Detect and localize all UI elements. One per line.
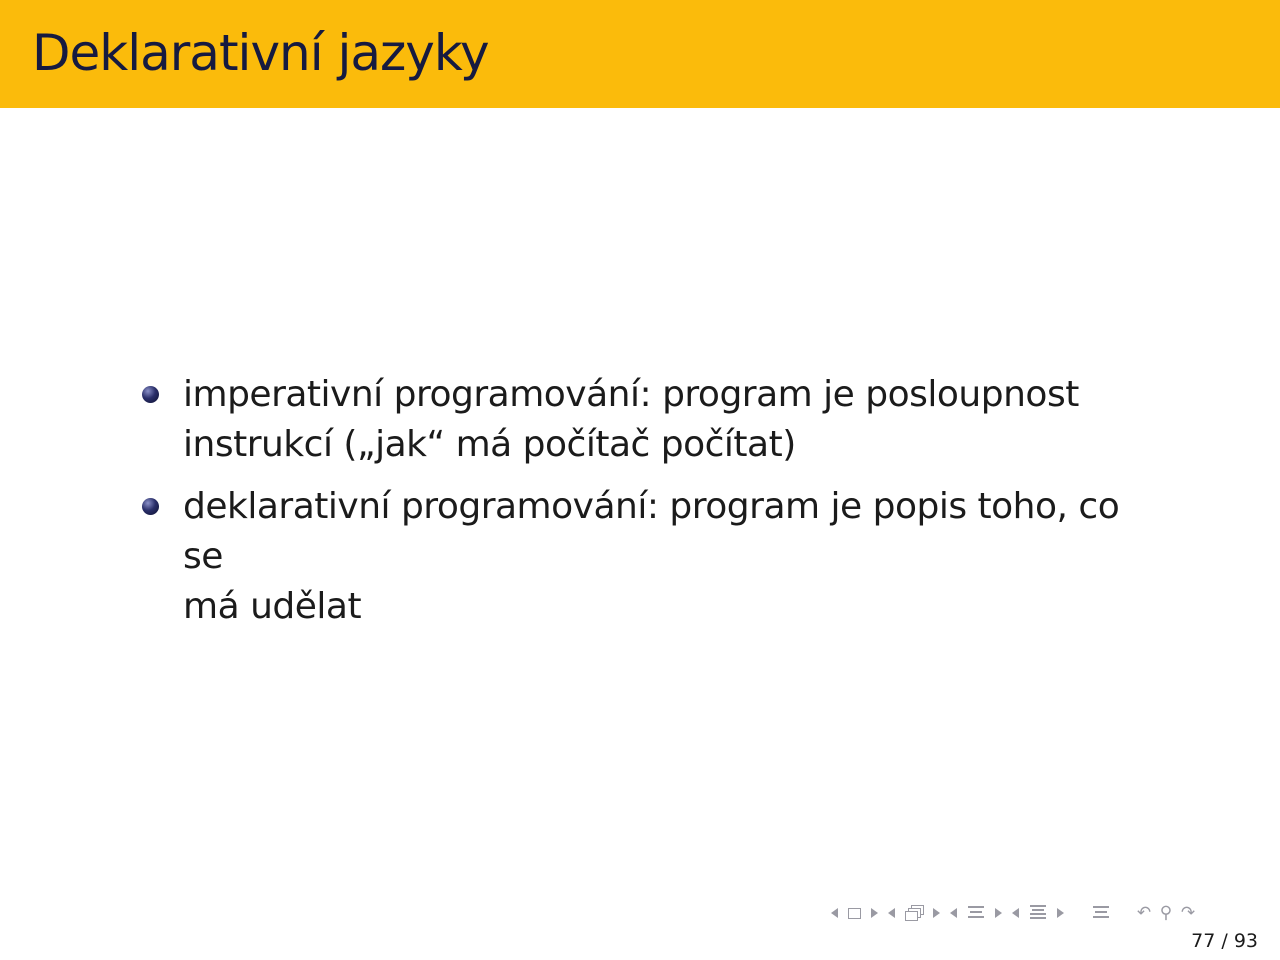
forward-icon[interactable]: ↷ [1180, 903, 1196, 923]
bullet-text-line: instrukcí („jak“ má počítač počítat) [183, 424, 796, 465]
bullet-text-line: má udělat [183, 586, 362, 627]
back-icon[interactable]: ↶ [1136, 903, 1152, 923]
document-icon[interactable] [1091, 903, 1111, 923]
nav-next-slide-icon[interactable] [871, 908, 878, 918]
subsection-icon[interactable] [966, 903, 986, 923]
bullet-icon [142, 498, 159, 515]
bullet-text-line: imperativní programování: program je posloupnost [183, 374, 1079, 415]
frame-icon[interactable] [903, 903, 925, 923]
nav-prev-subsection-icon[interactable] [950, 908, 957, 918]
page-number: 77 / 93 [1191, 930, 1258, 952]
search-icon[interactable]: ⚲ [1159, 903, 1173, 923]
slide-content [140, 370, 1150, 644]
nav-prev-slide-icon[interactable] [831, 908, 838, 918]
nav-next-frame-icon[interactable] [933, 908, 940, 918]
nav-prev-frame-icon[interactable] [888, 908, 895, 918]
title-bar [0, 0, 1280, 108]
bullet-item [140, 370, 1150, 470]
slide-icon[interactable] [848, 908, 861, 919]
section-icon[interactable] [1028, 903, 1048, 923]
nav-next-subsection-icon[interactable] [995, 908, 1002, 918]
bullet-icon [142, 386, 159, 403]
slide-title: Deklarativní jazyky [32, 24, 489, 82]
navigation-bar [826, 900, 1271, 926]
nav-prev-section-icon[interactable] [1012, 908, 1019, 918]
bullet-item [140, 482, 1150, 632]
nav-next-section-icon[interactable] [1057, 908, 1064, 918]
bullet-text-line: deklarativní programování: program je popis toho, co se [183, 486, 1120, 577]
